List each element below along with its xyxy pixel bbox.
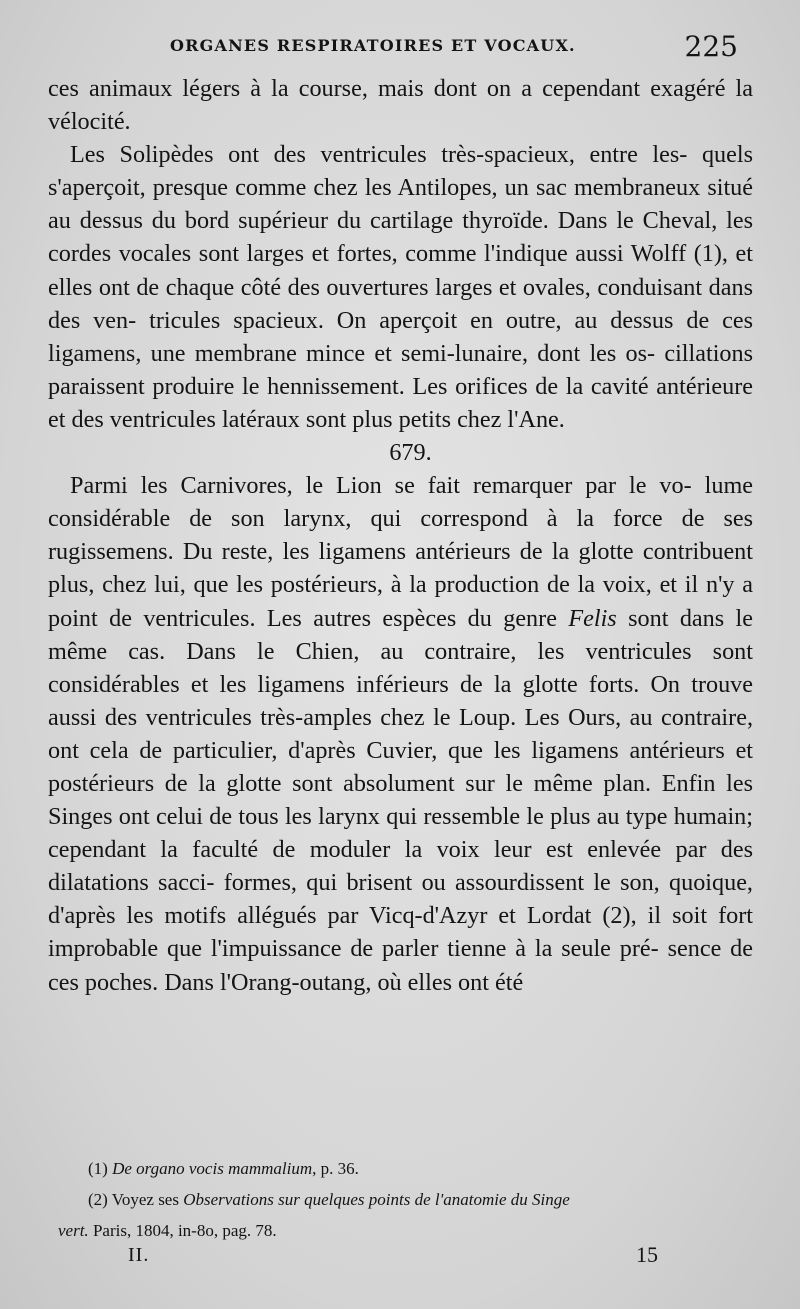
text-line: fortes, comme l'indique aussi Wolff (1), et elles ont de chaque	[48, 240, 753, 301]
text-line: cillations paraissent produire le hennissement. Les orifices	[48, 339, 754, 400]
text-line: de la cavité antérieure et des ventricules latéraux sont plus	[48, 372, 753, 433]
text-line: sont dans le même cas. Dans	[48, 604, 754, 665]
footnote-citation: De organo vocis mammalium	[112, 1159, 313, 1178]
text-line: glotte contribuent plus, chez lui, que les postérieurs, à la	[48, 538, 753, 599]
footnote-text: Paris, 1804, in-8o, pag. 78.	[88, 1221, 277, 1240]
footnote-2	[88, 1184, 768, 1215]
text-line: Parmi les Carnivores, le Lion se fait remarquer par le vo-	[70, 472, 692, 500]
text-line: même plan. Enfin les Singes ont celui de tous les larynx	[48, 769, 753, 831]
footnote-citation: vert.	[58, 1221, 89, 1240]
text-line: autres espèces du genre	[313, 604, 569, 632]
signature-mark: II.	[128, 1244, 150, 1266]
text-line: production de la voix, et il n'y a point de ventricules. Les	[48, 571, 754, 632]
text-line: antérieurs et postérieurs de la glotte sont absolument sur le	[48, 736, 754, 797]
section-number: 679.	[389, 439, 432, 467]
paragraph-1	[48, 72, 753, 138]
page-header	[50, 30, 738, 66]
footnote-marker: (1)	[88, 1159, 113, 1178]
text-line: improbable que l'impuissance de parler tienne à la seule pré-	[48, 935, 659, 963]
text-line: quels s'aperçoit, presque comme chez les Antilopes, un sac	[48, 141, 754, 202]
text-line: les motifs allégués par Vicq-d'Azyr et Lordat (2), il soit fort	[126, 902, 754, 930]
text-line: formes, qui brisent ou assourdissent le son, quoique, d'après	[48, 869, 753, 930]
page-footer	[128, 1242, 658, 1272]
sheet-number: 15	[636, 1242, 658, 1267]
text-line: ont cela de particulier, d'après Cuvier, que les ligamens	[48, 736, 619, 764]
text-line: qui ressemble le plus au type humain; cependant la faculté	[48, 803, 753, 864]
text-line: exagéré la vélocité.	[48, 75, 754, 136]
text-line: lume considérable de son larynx, qui correspond à la force	[48, 472, 754, 533]
text-line: sence de ces poches. Dans l'Orang-outang, où elles ont été	[48, 935, 754, 996]
text-line: le Chien, au contraire, les ventricules sont considérables et	[48, 637, 753, 698]
text-line: les ligamens inférieurs de la glotte forts. On trouve aussi des	[48, 670, 754, 731]
text-line: ces animaux légers à la course, mais dont on a cependant	[48, 75, 641, 102]
footnote-citation: Observations sur quelques points de l'anatomie du Singe	[183, 1190, 570, 1209]
paragraph-2	[48, 138, 753, 436]
genus-name: Felis	[568, 604, 617, 632]
text-line: de moduler la voix leur est enlevée par des dilatations sacci-	[48, 836, 754, 897]
text-line: ventricules très-amples chez le Loup. Les Ours, au contraire,	[145, 703, 753, 731]
footnotes	[58, 1153, 768, 1246]
footnote-1	[88, 1153, 768, 1184]
text-line: côté des ouvertures larges et ovales, conduisant dans des ven-	[48, 273, 754, 334]
text-line: thyroïde. Dans le Cheval, les cordes vocales sont larges et	[48, 207, 753, 268]
text-line: membraneux situé au dessus du bord supérieur du cartilage	[48, 174, 754, 235]
text-line: de ses rugissemens. Du reste, les ligamens antérieurs de la	[48, 505, 754, 566]
footnote-text: Voyez ses	[111, 1190, 184, 1209]
paragraph-3	[48, 469, 753, 999]
running-head: ORGANES RESPIRATOIRES ET VOCAUX.	[170, 36, 576, 55]
footnote-text: , p. 36.	[312, 1159, 359, 1178]
text-line: Les Solipèdes ont des ventricules très-spacieux, entre les-	[70, 141, 688, 169]
footnote-marker: (2)	[88, 1190, 112, 1209]
body-text	[48, 72, 753, 999]
page-number: 225	[684, 30, 738, 63]
text-line: ligamens, une membrane mince et semi-lunaire, dont les os-	[48, 339, 656, 367]
text-line: tricules spacieux. On aperçoit en outre, au dessus de ces	[149, 306, 754, 334]
text-line: petits chez l'Ane.	[398, 405, 565, 433]
